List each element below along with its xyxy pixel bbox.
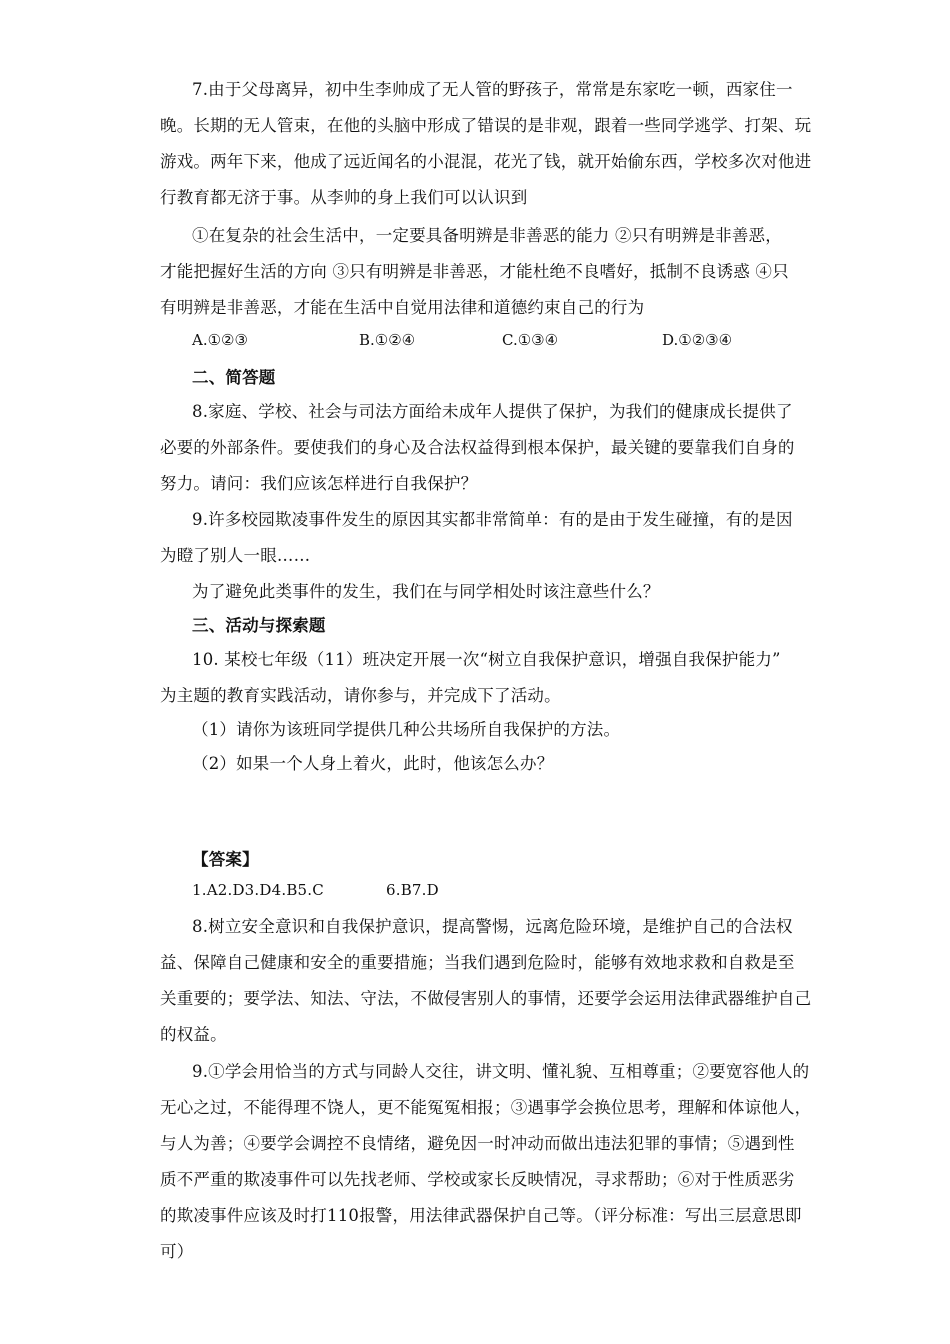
q9-line: 为瞪了别人一眼……: [160, 546, 311, 565]
a8-line: 益、保障自己健康和安全的重要措施；当我们遇到危险时，能够有效地求救和自救是至: [160, 953, 795, 972]
q7-statement-line: 才能把握好生活的方向 ③只有明辨是非善恶，才能杜绝不良嗜好，抵制不良诱惑 ④只: [160, 262, 789, 281]
a9-line: 的欺凌事件应该及时打110报警，用法律武器保护自己等。（评分标准：写出三层意思即: [160, 1206, 802, 1225]
section-heading: 二、简答题: [192, 368, 276, 387]
answer-choices: 6.B7.D: [386, 881, 439, 899]
q7-line: 晚。长期的无人管束，在他的头脑中形成了错误的是非观，跟着一些同学逃学、打架、玩: [160, 116, 812, 135]
a9-line: 与人为善；④要学会调控不良情绪，避免因一时冲动而做出违法犯罪的事情；⑤遇到性: [160, 1134, 795, 1153]
a9-line: 无心之过，不能得理不饶人，更不能冤冤相报；③遇事学会换位思考，理解和体谅他人，: [160, 1098, 812, 1117]
a8-line: 8.树立安全意识和自我保护意识，提高警惕，远离危险环境，是维护自己的合法权: [192, 917, 793, 936]
q10-subquestion: （1）请你为该班同学提供几种公共场所自我保护的方法。: [192, 720, 621, 739]
q7-option-b: B.①②④: [359, 331, 416, 349]
q10-subquestion: （2）如果一个人身上着火，此时，他该怎么办？: [192, 754, 554, 773]
a9-line: 9.①学会用恰当的方式与同龄人交往，讲文明、懂礼貌、互相尊重；②要宽容他人的: [192, 1062, 810, 1081]
q8-line: 必要的外部条件。要使我们的身心及合法权益得到根本保护，最关键的要靠我们自身的: [160, 438, 795, 457]
answers-heading: 【答案】: [192, 850, 259, 869]
a8-line: 关重要的；要学法、知法、守法，不做侵害别人的事情，还要学会运用法律武器维护自己: [160, 989, 812, 1008]
q7-statement-line: 有明辨是非善恶，才能在生活中自觉用法律和道德约束自己的行为: [160, 298, 645, 317]
q7-line: 7.由于父母离异，初中生李帅成了无人管的野孩子，常常是东家吃一顿，西家住一: [192, 80, 793, 99]
q7-line: 行教育都无济于事。从李帅的身上我们可以认识到: [160, 188, 528, 207]
a9-line: 质不严重的欺凌事件可以先找老师、学校或家长反映情况，寻求帮助；⑥对于性质恶劣: [160, 1170, 795, 1189]
q7-statement-line: ①在复杂的社会生活中，一定要具备明辨是非善恶的能力 ②只有明辨是非善恶，: [192, 226, 782, 245]
q7-option-c: C.①③④: [502, 331, 559, 349]
q9-line: 为了避免此类事件的发生，我们在与同学相处时该注意些什么？: [192, 582, 660, 601]
answer-choices: 1.A2.D3.D4.B5.C: [192, 881, 324, 899]
a9-line: 可）: [160, 1242, 194, 1261]
q7-line: 游戏。两年下来，他成了远近闻名的小混混，花光了钱，就开始偷东西，学校多次对他进: [160, 152, 812, 171]
a8-line: 的权益。: [160, 1025, 227, 1044]
q10-line: 10. 某校七年级（11）班决定开展一次“树立自我保护意识，增强自我保护能力”: [192, 650, 781, 669]
q7-option-a: A.①②③: [192, 331, 248, 349]
q8-line: 8.家庭、学校、社会与司法方面给未成年人提供了保护，为我们的健康成长提供了: [192, 402, 793, 421]
q7-option-d: D.①②③④: [662, 331, 733, 349]
section-heading: 三、活动与探索题: [192, 616, 326, 635]
q9-line: 9.许多校园欺凌事件发生的原因其实都非常简单：有的是由于发生碰撞，有的是因: [192, 510, 793, 529]
q10-line: 为主题的教育实践活动，请你参与，并完成下了活动。: [160, 686, 561, 705]
q8-line: 努力。请问：我们应该怎样进行自我保护？: [160, 474, 478, 493]
